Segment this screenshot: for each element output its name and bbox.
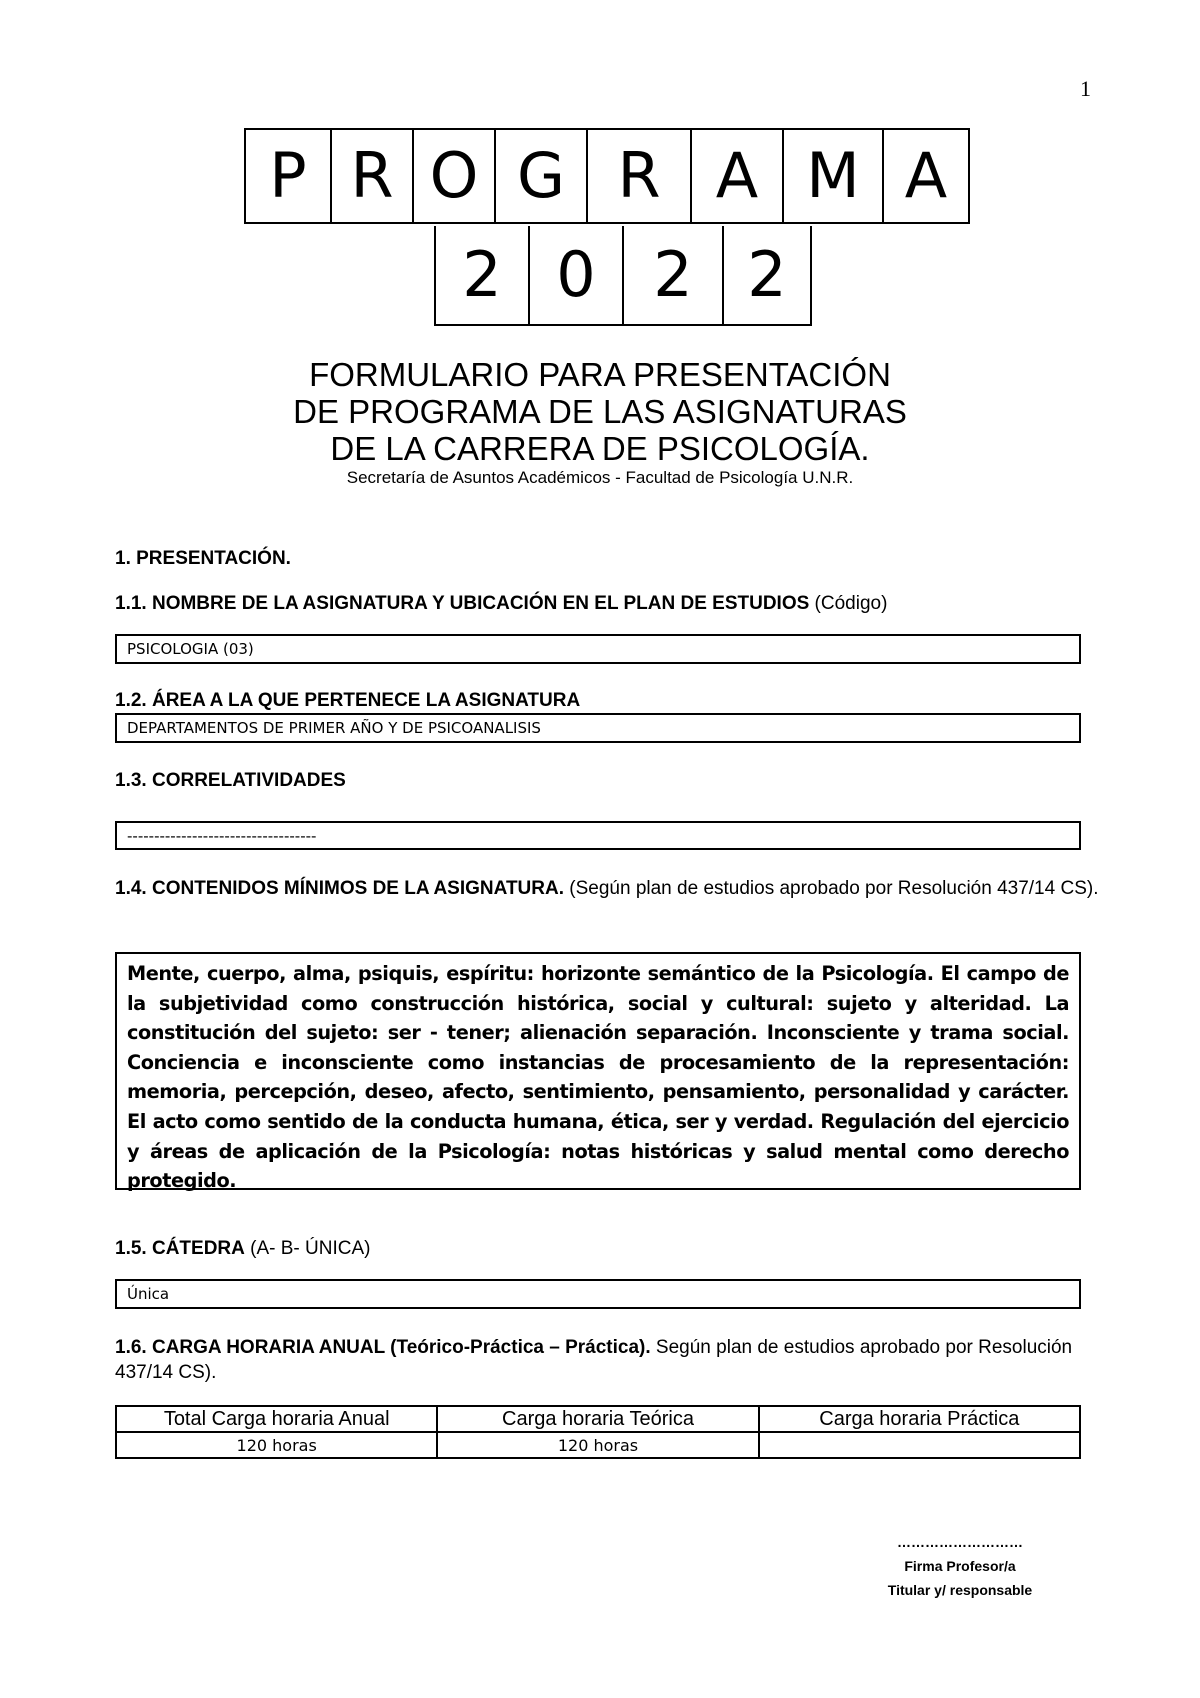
table-cell (759, 1432, 1080, 1458)
form-title-line: FORMULARIO PARA PRESENTACIÓN (309, 356, 891, 393)
section-1-5-heading (115, 1236, 1105, 1261)
section-1-1-note: (Código) (809, 593, 888, 614)
section-1-heading: 1. PRESENTACIÓN. (115, 548, 291, 569)
section-1-4-title: 1.4. CONTENIDOS MÍNIMOS DE LA ASIGNATURA. (115, 878, 564, 899)
area-field: DEPARTAMENTOS DE PRIMER AÑO Y DE PSICOANALISIS (115, 713, 1081, 743)
programa-letter-cell: O (412, 128, 496, 224)
section-1-1-heading (115, 593, 887, 615)
signature-line-1: Firma Profesor/a (904, 1558, 1016, 1574)
programa-letter-cell: G (494, 128, 588, 224)
table-header-cell: Carga horaria Práctica (759, 1406, 1080, 1432)
programa-letter-cell: P (244, 128, 332, 224)
year-digit-cell: 2 (622, 226, 724, 326)
programa-letter-cell: R (586, 128, 692, 224)
form-subtitle: Secretaría de Asuntos Académicos - Facultad de Psicología U.N.R. (346, 468, 854, 487)
programa-letter-grid (246, 128, 970, 224)
section-1-6-heading (115, 1335, 1105, 1385)
signature-line-2: Titular y/ responsable (887, 1582, 1033, 1598)
section-1-4-heading (115, 876, 1105, 901)
year-digit-cell: 2 (722, 226, 812, 326)
section-1-3-heading: 1.3. CORRELATIVIDADES (115, 770, 346, 791)
table-header-cell: Total Carga horaria Anual (116, 1406, 437, 1432)
table-cell: 120 horas (116, 1432, 437, 1458)
asignatura-field: PSICOLOGIA (03) (115, 634, 1081, 664)
form-title-line: DE LA CARRERA DE PSICOLOGÍA. (330, 430, 870, 467)
programa-letter-cell: M (782, 128, 884, 224)
contenidos-minimos-box: Mente, cuerpo, alma, psiquis, espíritu: horizonte semántico de la Psicología. El campo de la subjetividad como construcción histórica, social y cultural: sujeto y alteridad. La constitución del sujeto: ser - tener; alienación separación. Inconsciente y trama social. Conciencia e inconsciente como instancias de procesamiento de la representación: memoria, percepción, deseo, afecto, sentimiento, pensamiento, personalidad y carácter. El acto como sentido de la conducta humana, ética, ser y verdad. Regulación del ejercicio y áreas de aplicación de la Psicología: notas históricas y salud mental como derecho protegido. (115, 952, 1081, 1190)
form-title (0, 356, 1200, 489)
year-digit-cell: 0 (528, 226, 624, 326)
form-title-line: DE PROGRAMA DE LAS ASIGNATURAS (293, 393, 907, 430)
catedra-field: Única (115, 1279, 1081, 1309)
carga-horaria-table (115, 1405, 1081, 1459)
page-number: 1 (1080, 76, 1091, 101)
section-1-5-note: (A- B- ÚNICA) (244, 1238, 371, 1259)
section-1-6-title: 1.6. CARGA HORARIA ANUAL (Teórico-Práctica – Práctica). (115, 1337, 651, 1358)
programa-letter-cell: A (690, 128, 784, 224)
table-row (116, 1432, 1080, 1458)
correlatividades-field: ----------------------------------- (115, 821, 1081, 850)
table-header-cell: Carga horaria Teórica (437, 1406, 758, 1432)
section-1-5-title: 1.5. CÁTEDRA (115, 1238, 245, 1259)
year-digit-grid (436, 226, 812, 326)
section-1-1-title: 1.1. NOMBRE DE LA ASIGNATURA Y UBICACIÓN EN EL PLAN DE ESTUDIOS (115, 593, 810, 614)
table-header-row (116, 1406, 1080, 1432)
programa-letter-cell: R (330, 128, 414, 224)
signature-dots: ……………………… (897, 1534, 1023, 1550)
section-1-2-heading: 1.2. ÁREA A LA QUE PERTENECE LA ASIGNATURA (115, 690, 581, 711)
programa-letter-cell: A (882, 128, 970, 224)
section-1-4-note: (Según plan de estudios aprobado por Resolución 437/14 CS). (564, 878, 1099, 899)
signature-block (860, 1530, 1060, 1602)
year-digit-cell: 2 (434, 226, 530, 326)
table-cell: 120 horas (437, 1432, 758, 1458)
section-1-6-note: Según plan de estudios aprobado por Resolución 437/14 CS). (115, 1337, 1073, 1383)
